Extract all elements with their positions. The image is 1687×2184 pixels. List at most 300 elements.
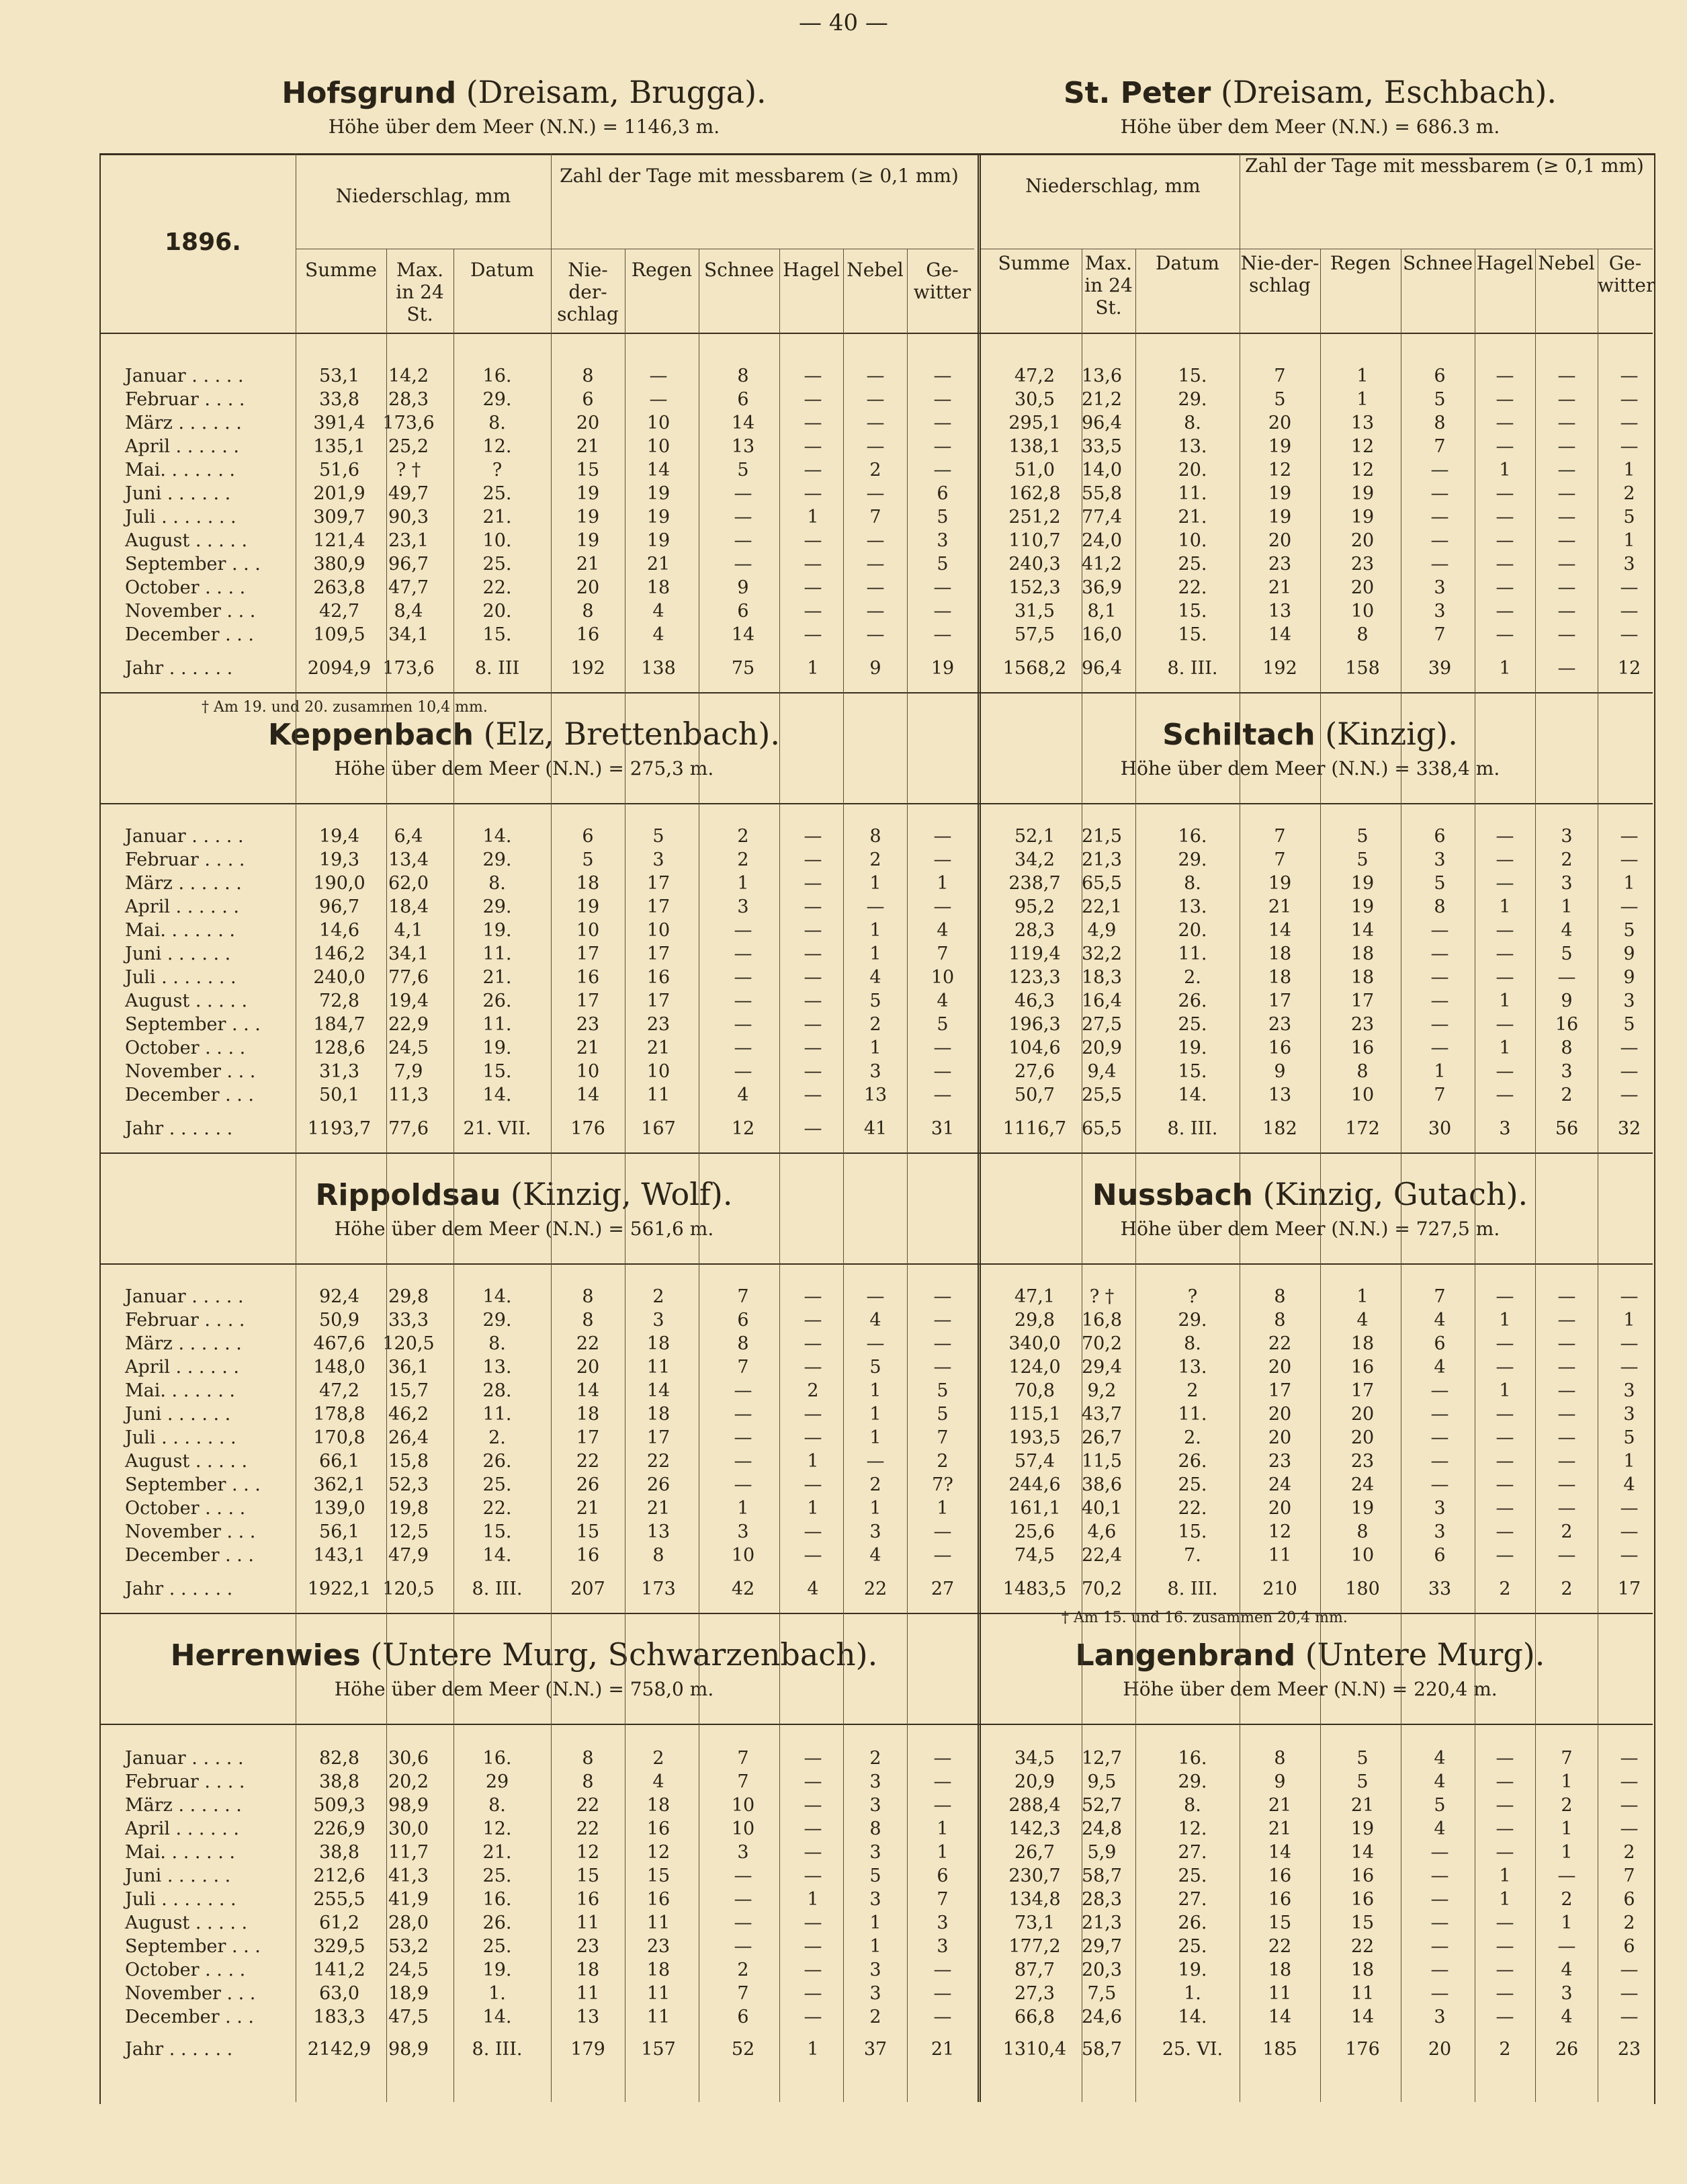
table-cell: — bbox=[933, 1521, 952, 1542]
table-cell: 193,5 bbox=[1008, 1427, 1061, 1448]
table-cell: — bbox=[804, 1818, 822, 1839]
jahr-cell: 192 bbox=[570, 658, 605, 679]
table-cell: — bbox=[804, 1771, 822, 1792]
table-cell: — bbox=[734, 1865, 752, 1886]
table-cell: — bbox=[1430, 1889, 1449, 1910]
table-cell: 8 bbox=[582, 1771, 594, 1792]
table-cell: 16,4 bbox=[1081, 991, 1123, 1011]
header-schnee: Schnee bbox=[703, 259, 775, 281]
table-cell: — bbox=[804, 601, 822, 622]
table-cell: 3 bbox=[1561, 873, 1573, 894]
table-cell: — bbox=[1496, 413, 1514, 433]
table-cell: 26. bbox=[1178, 1451, 1207, 1472]
table-cell: 20. bbox=[1178, 920, 1207, 941]
table-cell: — bbox=[734, 507, 752, 528]
header-nebel: Nebel bbox=[847, 259, 904, 281]
jahr-label: Jahr . . . . . . bbox=[125, 1118, 233, 1139]
table-cell: — bbox=[1557, 1286, 1576, 1307]
table-cell: 15. bbox=[482, 1521, 512, 1542]
table-cell: — bbox=[734, 1451, 752, 1472]
jahr-cell: 56 bbox=[1555, 1118, 1579, 1139]
table-cell: 19 bbox=[1350, 483, 1375, 504]
table-cell: 11 bbox=[646, 1085, 671, 1105]
table-cell: 251,2 bbox=[1008, 507, 1061, 528]
table-cell: 11,5 bbox=[1081, 1451, 1123, 1472]
table-cell: 18 bbox=[1350, 1333, 1375, 1354]
table-cell: 19 bbox=[1350, 1818, 1375, 1839]
table-cell: 17 bbox=[576, 1427, 600, 1448]
table-cell: — bbox=[804, 436, 822, 457]
table-cell: 138,1 bbox=[1008, 436, 1061, 457]
table-cell: 10 bbox=[576, 1061, 600, 1082]
table-cell: — bbox=[1430, 507, 1449, 528]
table-cell: 340,0 bbox=[1008, 1333, 1061, 1354]
month-label: März . . . . . . bbox=[125, 1795, 242, 1816]
table-cell: — bbox=[1496, 1960, 1514, 1980]
table-cell: — bbox=[1620, 896, 1639, 917]
table-cell: — bbox=[1430, 920, 1449, 941]
table-cell: 2 bbox=[937, 1451, 949, 1472]
table-cell: 82,8 bbox=[318, 1748, 360, 1769]
table-cell: — bbox=[1557, 1865, 1576, 1886]
table-cell: — bbox=[1430, 1865, 1449, 1886]
table-cell: 20,3 bbox=[1081, 1960, 1123, 1980]
table-cell: 14 bbox=[1268, 920, 1292, 941]
table-cell: 18 bbox=[646, 577, 671, 598]
table-cell: — bbox=[933, 2007, 952, 2027]
table-cell: 21 bbox=[576, 436, 600, 457]
table-cell: — bbox=[804, 1936, 822, 1957]
table-cell: 170,8 bbox=[313, 1427, 365, 1448]
table-cell: 22. bbox=[482, 1498, 512, 1519]
jahr-label: Jahr . . . . . . bbox=[125, 1579, 233, 1599]
table-cell: 11. bbox=[482, 943, 512, 964]
table-cell: 22 bbox=[576, 1795, 600, 1816]
table-cell: 1 bbox=[869, 943, 881, 964]
jahr-cell: 12 bbox=[731, 1118, 755, 1139]
table-cell: 18 bbox=[576, 873, 600, 894]
table-cell: 20 bbox=[1350, 1427, 1375, 1448]
table-cell: 7 bbox=[1434, 624, 1446, 645]
table-cell: — bbox=[1496, 577, 1514, 598]
table-cell: 17 bbox=[646, 896, 671, 917]
table-cell: 1 bbox=[807, 1498, 819, 1519]
table-cell: 8 bbox=[1274, 1286, 1286, 1307]
table-cell: 50,1 bbox=[318, 1085, 360, 1105]
table-cell: ? bbox=[1187, 1286, 1198, 1307]
jahr-cell: 2 bbox=[1561, 1579, 1573, 1599]
table-cell: 1 bbox=[869, 873, 881, 894]
table-cell: — bbox=[734, 554, 752, 575]
month-label: Januar . . . . . bbox=[125, 1748, 244, 1769]
table-cell: 15. bbox=[482, 624, 512, 645]
table-cell: — bbox=[933, 1983, 952, 2004]
table-cell: — bbox=[734, 1404, 752, 1425]
table-cell: 31,5 bbox=[1014, 601, 1055, 622]
column-divider bbox=[1320, 249, 1321, 2102]
table-cell: 12 bbox=[576, 1842, 600, 1863]
table-cell: — bbox=[933, 1310, 952, 1331]
table-cell: — bbox=[1496, 1771, 1514, 1792]
table-cell: 146,2 bbox=[313, 943, 365, 964]
table-cell: 1 bbox=[1356, 366, 1369, 386]
table-cell: — bbox=[1496, 1498, 1514, 1519]
jahr-cell: 157 bbox=[641, 2039, 676, 2060]
table-cell: 13 bbox=[863, 1085, 888, 1105]
table-cell: 20 bbox=[1350, 1404, 1375, 1425]
table-cell: 104,6 bbox=[1008, 1038, 1061, 1058]
table-cell: 31,3 bbox=[318, 1061, 360, 1082]
table-cell: 17 bbox=[1268, 991, 1292, 1011]
table-cell: 52,1 bbox=[1014, 826, 1055, 847]
table-cell: 134,8 bbox=[1008, 1889, 1061, 1910]
jahr-cell: 96,4 bbox=[1081, 658, 1123, 679]
table-cell: 27,6 bbox=[1014, 1061, 1055, 1082]
month-label: Juli . . . . . . . bbox=[125, 507, 236, 528]
table-cell: 119,4 bbox=[1008, 943, 1061, 964]
table-cell: 19 bbox=[576, 530, 600, 551]
table-cell: 8 bbox=[737, 366, 749, 386]
table-cell: 7 bbox=[869, 507, 881, 528]
table-cell: 24 bbox=[1350, 1474, 1375, 1495]
table-cell: 18 bbox=[1268, 1960, 1292, 1980]
table-cell: 19 bbox=[1268, 507, 1292, 528]
table-cell: 3 bbox=[1434, 849, 1446, 870]
table-cell: 19 bbox=[646, 507, 671, 528]
table-cell: 1 bbox=[1623, 1310, 1635, 1331]
table-cell: — bbox=[866, 896, 885, 917]
table-cell: 3 bbox=[737, 896, 749, 917]
table-cell: 8,1 bbox=[1087, 601, 1117, 622]
table-cell: 3 bbox=[1623, 991, 1635, 1011]
table-cell: 10. bbox=[482, 530, 512, 551]
table-cell: — bbox=[1620, 849, 1639, 870]
table-cell: 8 bbox=[1356, 1061, 1369, 1082]
table-cell: 8. bbox=[488, 873, 506, 894]
table-cell: — bbox=[804, 1795, 822, 1816]
table-cell: — bbox=[734, 1913, 752, 1933]
table-cell: 2 bbox=[1561, 1085, 1573, 1105]
table-cell: — bbox=[804, 366, 822, 386]
table-cell: 5 bbox=[1356, 826, 1369, 847]
table-cell: 8. bbox=[1184, 1333, 1201, 1354]
table-cell: 16 bbox=[576, 967, 600, 988]
table-cell: 28,3 bbox=[1081, 1889, 1123, 1910]
table-cell: 12,7 bbox=[1081, 1748, 1123, 1769]
table-cell: — bbox=[933, 1333, 952, 1354]
table-cell: 4 bbox=[1623, 1474, 1635, 1495]
jahr-cell: 58,7 bbox=[1081, 2039, 1123, 2060]
table-cell: 13 bbox=[1268, 1085, 1292, 1105]
table-cell: 15. bbox=[1178, 1521, 1207, 1542]
table-cell: — bbox=[1496, 2007, 1514, 2027]
jahr-cell: 8. III. bbox=[1167, 1118, 1218, 1139]
table-cell: 73,1 bbox=[1014, 1913, 1055, 1933]
month-label: September . . . bbox=[125, 1014, 261, 1035]
table-cell: 8 bbox=[1274, 1310, 1286, 1331]
station-river: (Kinzig). bbox=[1315, 716, 1458, 752]
table-cell: 16. bbox=[1178, 1748, 1207, 1769]
table-cell: — bbox=[1496, 873, 1514, 894]
jahr-cell: 158 bbox=[1345, 658, 1380, 679]
jahr-cell: 167 bbox=[641, 1118, 676, 1139]
table-cell: — bbox=[1430, 943, 1449, 964]
month-label: Juli . . . . . . . bbox=[125, 1427, 236, 1448]
column-divider bbox=[453, 249, 454, 2102]
table-cell: 16 bbox=[576, 1545, 600, 1566]
table-cell: 20,9 bbox=[1081, 1038, 1123, 1058]
jahr-cell: 172 bbox=[1345, 1118, 1380, 1139]
jahr-cell: 179 bbox=[570, 2039, 605, 2060]
table-cell: 6 bbox=[1623, 1889, 1635, 1910]
table-cell: 3 bbox=[869, 1061, 881, 1082]
table-cell: 21 bbox=[646, 554, 671, 575]
table-cell: 4 bbox=[1561, 2007, 1573, 2027]
table-cell: — bbox=[866, 530, 885, 551]
table-cell: 28,3 bbox=[1014, 920, 1055, 941]
table-cell: 14 bbox=[1268, 624, 1292, 645]
table-cell: 10 bbox=[646, 413, 671, 433]
table-cell: — bbox=[1430, 483, 1449, 504]
row-separator bbox=[99, 1263, 1653, 1265]
table-cell: 1 bbox=[937, 1842, 949, 1863]
table-cell: 7 bbox=[737, 1748, 749, 1769]
table-cell: 6 bbox=[582, 826, 594, 847]
table-cell: 3 bbox=[1434, 577, 1446, 598]
table-cell: — bbox=[1496, 530, 1514, 551]
table-cell: 3 bbox=[937, 1913, 949, 1933]
header-datum: Datum bbox=[1156, 252, 1219, 274]
table-cell: — bbox=[804, 826, 822, 847]
table-cell: 201,9 bbox=[313, 483, 365, 504]
station-river: (Elz, Brettenbach). bbox=[473, 716, 780, 752]
jahr-cell: 185 bbox=[1262, 2039, 1297, 2060]
table-cell: — bbox=[1430, 460, 1449, 480]
table-cell: 47,2 bbox=[1014, 366, 1055, 386]
table-cell: 98,9 bbox=[388, 1795, 429, 1816]
month-label: Februar . . . . bbox=[125, 849, 245, 870]
table-cell: 212,6 bbox=[313, 1865, 365, 1886]
table-cell: 17 bbox=[1350, 1380, 1375, 1401]
table-cell: — bbox=[804, 1427, 822, 1448]
month-label: Januar . . . . . bbox=[125, 366, 244, 386]
jahr-cell: 42 bbox=[731, 1579, 755, 1599]
table-cell: 2 bbox=[1561, 1889, 1573, 1910]
table-cell: 1 bbox=[737, 1498, 749, 1519]
table-cell: 11 bbox=[1268, 1545, 1292, 1566]
jahr-cell: 2 bbox=[1499, 2039, 1511, 2060]
jahr-cell: 9 bbox=[869, 658, 881, 679]
jahr-cell: 1 bbox=[1499, 658, 1511, 679]
table-cell: 92,4 bbox=[318, 1286, 360, 1307]
month-label: Juni . . . . . . bbox=[125, 1865, 231, 1886]
table-cell: — bbox=[1496, 1545, 1514, 1566]
table-cell: 27. bbox=[1178, 1842, 1207, 1863]
table-cell: 8 bbox=[1356, 1521, 1369, 1542]
table-cell: 17 bbox=[646, 991, 671, 1011]
table-cell: 26,4 bbox=[388, 1427, 429, 1448]
station-hoehe: Höhe über dem Meer (N.N.) = 758,0 m. bbox=[334, 1678, 714, 1700]
table-cell: 1 bbox=[869, 1038, 881, 1058]
table-cell: 23 bbox=[1268, 1014, 1292, 1035]
table-cell: 34,1 bbox=[388, 624, 429, 645]
table-cell: 18 bbox=[646, 1795, 671, 1816]
station-footnote: † Am 15. und 16. zusammen 20,4 mm. bbox=[1062, 1609, 1348, 1626]
table-cell: 2 bbox=[1623, 483, 1635, 504]
table-cell: 9 bbox=[1623, 943, 1635, 964]
table-cell: 8. bbox=[488, 413, 506, 433]
table-cell: 29,8 bbox=[388, 1286, 429, 1307]
table-cell: 380,9 bbox=[313, 554, 365, 575]
table-cell: 21,3 bbox=[1081, 849, 1123, 870]
table-cell: 22 bbox=[576, 1333, 600, 1354]
table-cell: 10 bbox=[646, 920, 671, 941]
table-cell: 41,2 bbox=[1081, 554, 1123, 575]
table-cell: — bbox=[933, 1061, 952, 1082]
table-cell: 7 bbox=[1274, 366, 1286, 386]
table-cell: 9,2 bbox=[1087, 1380, 1117, 1401]
header-zahl-tage: Zahl der Tage mit messbarem (≥ 0,1 mm) bbox=[1245, 155, 1644, 177]
table-cell: — bbox=[1496, 1357, 1514, 1378]
table-cell: 1 bbox=[869, 1380, 881, 1401]
table-cell: 1 bbox=[1561, 1913, 1573, 1933]
table-cell: 47,7 bbox=[388, 577, 429, 598]
station-hoehe: Höhe über dem Meer (N.N.) = 686.3 m. bbox=[1120, 116, 1500, 138]
table-cell: — bbox=[1496, 1983, 1514, 2004]
table-cell: 34,1 bbox=[388, 943, 429, 964]
table-cell: 19 bbox=[1350, 1498, 1375, 1519]
table-cell: 5 bbox=[1623, 1014, 1635, 1035]
table-cell: 38,6 bbox=[1081, 1474, 1123, 1495]
header-regen: Regen bbox=[631, 259, 693, 281]
table-cell: 20 bbox=[1268, 413, 1292, 433]
table-cell: 121,4 bbox=[313, 530, 365, 551]
table-cell: 23 bbox=[1268, 554, 1292, 575]
table-cell: — bbox=[1496, 483, 1514, 504]
table-cell: 20,9 bbox=[1014, 1771, 1055, 1792]
table-cell: 96,7 bbox=[318, 896, 360, 917]
month-label: November . . . bbox=[125, 1061, 256, 1082]
jahr-cell: 1310,4 bbox=[1002, 2039, 1067, 2060]
table-cell: 3 bbox=[1434, 2007, 1446, 2027]
table-cell: 3 bbox=[937, 530, 949, 551]
month-label: October . . . . bbox=[125, 1038, 246, 1058]
table-cell: 3 bbox=[737, 1521, 749, 1542]
table-cell: 4,1 bbox=[394, 920, 423, 941]
table-cell: 26. bbox=[482, 991, 512, 1011]
table-cell: 2 bbox=[869, 460, 881, 480]
table-cell: 32,2 bbox=[1081, 943, 1123, 964]
table-cell: 16 bbox=[1350, 1357, 1375, 1378]
jahr-cell: — bbox=[1557, 658, 1576, 679]
table-cell: 19 bbox=[1268, 483, 1292, 504]
table-cell: 21 bbox=[646, 1498, 671, 1519]
month-label: October . . . . bbox=[125, 1498, 246, 1519]
table-cell: — bbox=[804, 1310, 822, 1331]
table-cell: 10 bbox=[1350, 601, 1375, 622]
table-cell: — bbox=[1557, 436, 1576, 457]
table-cell: 4 bbox=[1561, 1960, 1573, 1980]
table-cell: — bbox=[933, 1795, 952, 1816]
table-cell: 18 bbox=[1350, 943, 1375, 964]
table-cell: 7 bbox=[937, 943, 949, 964]
table-cell: 2 bbox=[869, 849, 881, 870]
table-cell: 2 bbox=[737, 849, 749, 870]
month-label: November . . . bbox=[125, 1521, 256, 1542]
table-cell: 9 bbox=[1274, 1771, 1286, 1792]
table-cell: 7 bbox=[1274, 826, 1286, 847]
table-cell: 20 bbox=[1268, 1427, 1292, 1448]
table-cell: — bbox=[1620, 389, 1639, 410]
jahr-cell: 1483,5 bbox=[1002, 1579, 1067, 1599]
table-cell: 29. bbox=[1178, 1771, 1207, 1792]
jahr-cell: 176 bbox=[570, 1118, 605, 1139]
table-cell: 47,9 bbox=[388, 1545, 429, 1566]
table-cell: — bbox=[1430, 1380, 1449, 1401]
table-cell: — bbox=[1557, 1545, 1576, 1566]
table-cell: — bbox=[933, 601, 952, 622]
table-cell: — bbox=[1557, 1498, 1576, 1519]
table-cell: — bbox=[1496, 1521, 1514, 1542]
table-cell: 115,1 bbox=[1008, 1404, 1061, 1425]
table-cell: 19,3 bbox=[318, 849, 360, 870]
table-cell: 19 bbox=[1350, 507, 1375, 528]
table-cell: 2 bbox=[869, 1748, 881, 1769]
table-cell: 7 bbox=[737, 1286, 749, 1307]
table-cell: — bbox=[734, 943, 752, 964]
table-cell: 3 bbox=[652, 849, 664, 870]
table-cell: 2 bbox=[1623, 1842, 1635, 1863]
table-cell: 20 bbox=[1268, 1498, 1292, 1519]
table-cell: 13,4 bbox=[388, 849, 429, 870]
month-label: April . . . . . . bbox=[125, 1357, 239, 1378]
table-cell: 196,3 bbox=[1008, 1014, 1061, 1035]
table-cell: 16 bbox=[576, 624, 600, 645]
table-cell: 77,4 bbox=[1081, 507, 1123, 528]
table-cell: 25. bbox=[1178, 1936, 1207, 1957]
table-cell: 3 bbox=[1623, 1404, 1635, 1425]
table-cell: 15,8 bbox=[388, 1451, 429, 1472]
table-cell: 70,8 bbox=[1014, 1380, 1055, 1401]
table-cell: 7 bbox=[937, 1889, 949, 1910]
table-cell: 13 bbox=[731, 436, 755, 457]
table-cell: 15. bbox=[1178, 366, 1207, 386]
table-cell: 26 bbox=[646, 1474, 671, 1495]
table-cell: 20 bbox=[1350, 577, 1375, 598]
header-hagel: Hagel bbox=[1476, 252, 1534, 274]
table-cell: 7 bbox=[1274, 849, 1286, 870]
table-cell: 16. bbox=[482, 366, 512, 386]
station-river: (Kinzig, Gutach). bbox=[1252, 1176, 1528, 1212]
table-cell: 11 bbox=[1268, 1983, 1292, 2004]
table-cell: — bbox=[804, 967, 822, 988]
table-cell: 10 bbox=[931, 967, 955, 988]
table-cell: 50,7 bbox=[1014, 1085, 1055, 1105]
table-cell: 2 bbox=[737, 1960, 749, 1980]
station-hoehe: Höhe über dem Meer (N.N.) = 338,4 m. bbox=[1120, 757, 1500, 780]
table-cell: — bbox=[804, 1085, 822, 1105]
table-cell: 21 bbox=[1268, 1795, 1292, 1816]
table-cell: 15. bbox=[1178, 624, 1207, 645]
table-cell: 1 bbox=[1561, 896, 1573, 917]
table-cell: 2 bbox=[1561, 1521, 1573, 1542]
table-cell: — bbox=[1496, 554, 1514, 575]
table-cell: 2 bbox=[1561, 849, 1573, 870]
table-cell: 161,1 bbox=[1008, 1498, 1061, 1519]
table-cell: 1 bbox=[1561, 1818, 1573, 1839]
table-cell: 29. bbox=[1178, 389, 1207, 410]
table-cell: 7 bbox=[1434, 1286, 1446, 1307]
